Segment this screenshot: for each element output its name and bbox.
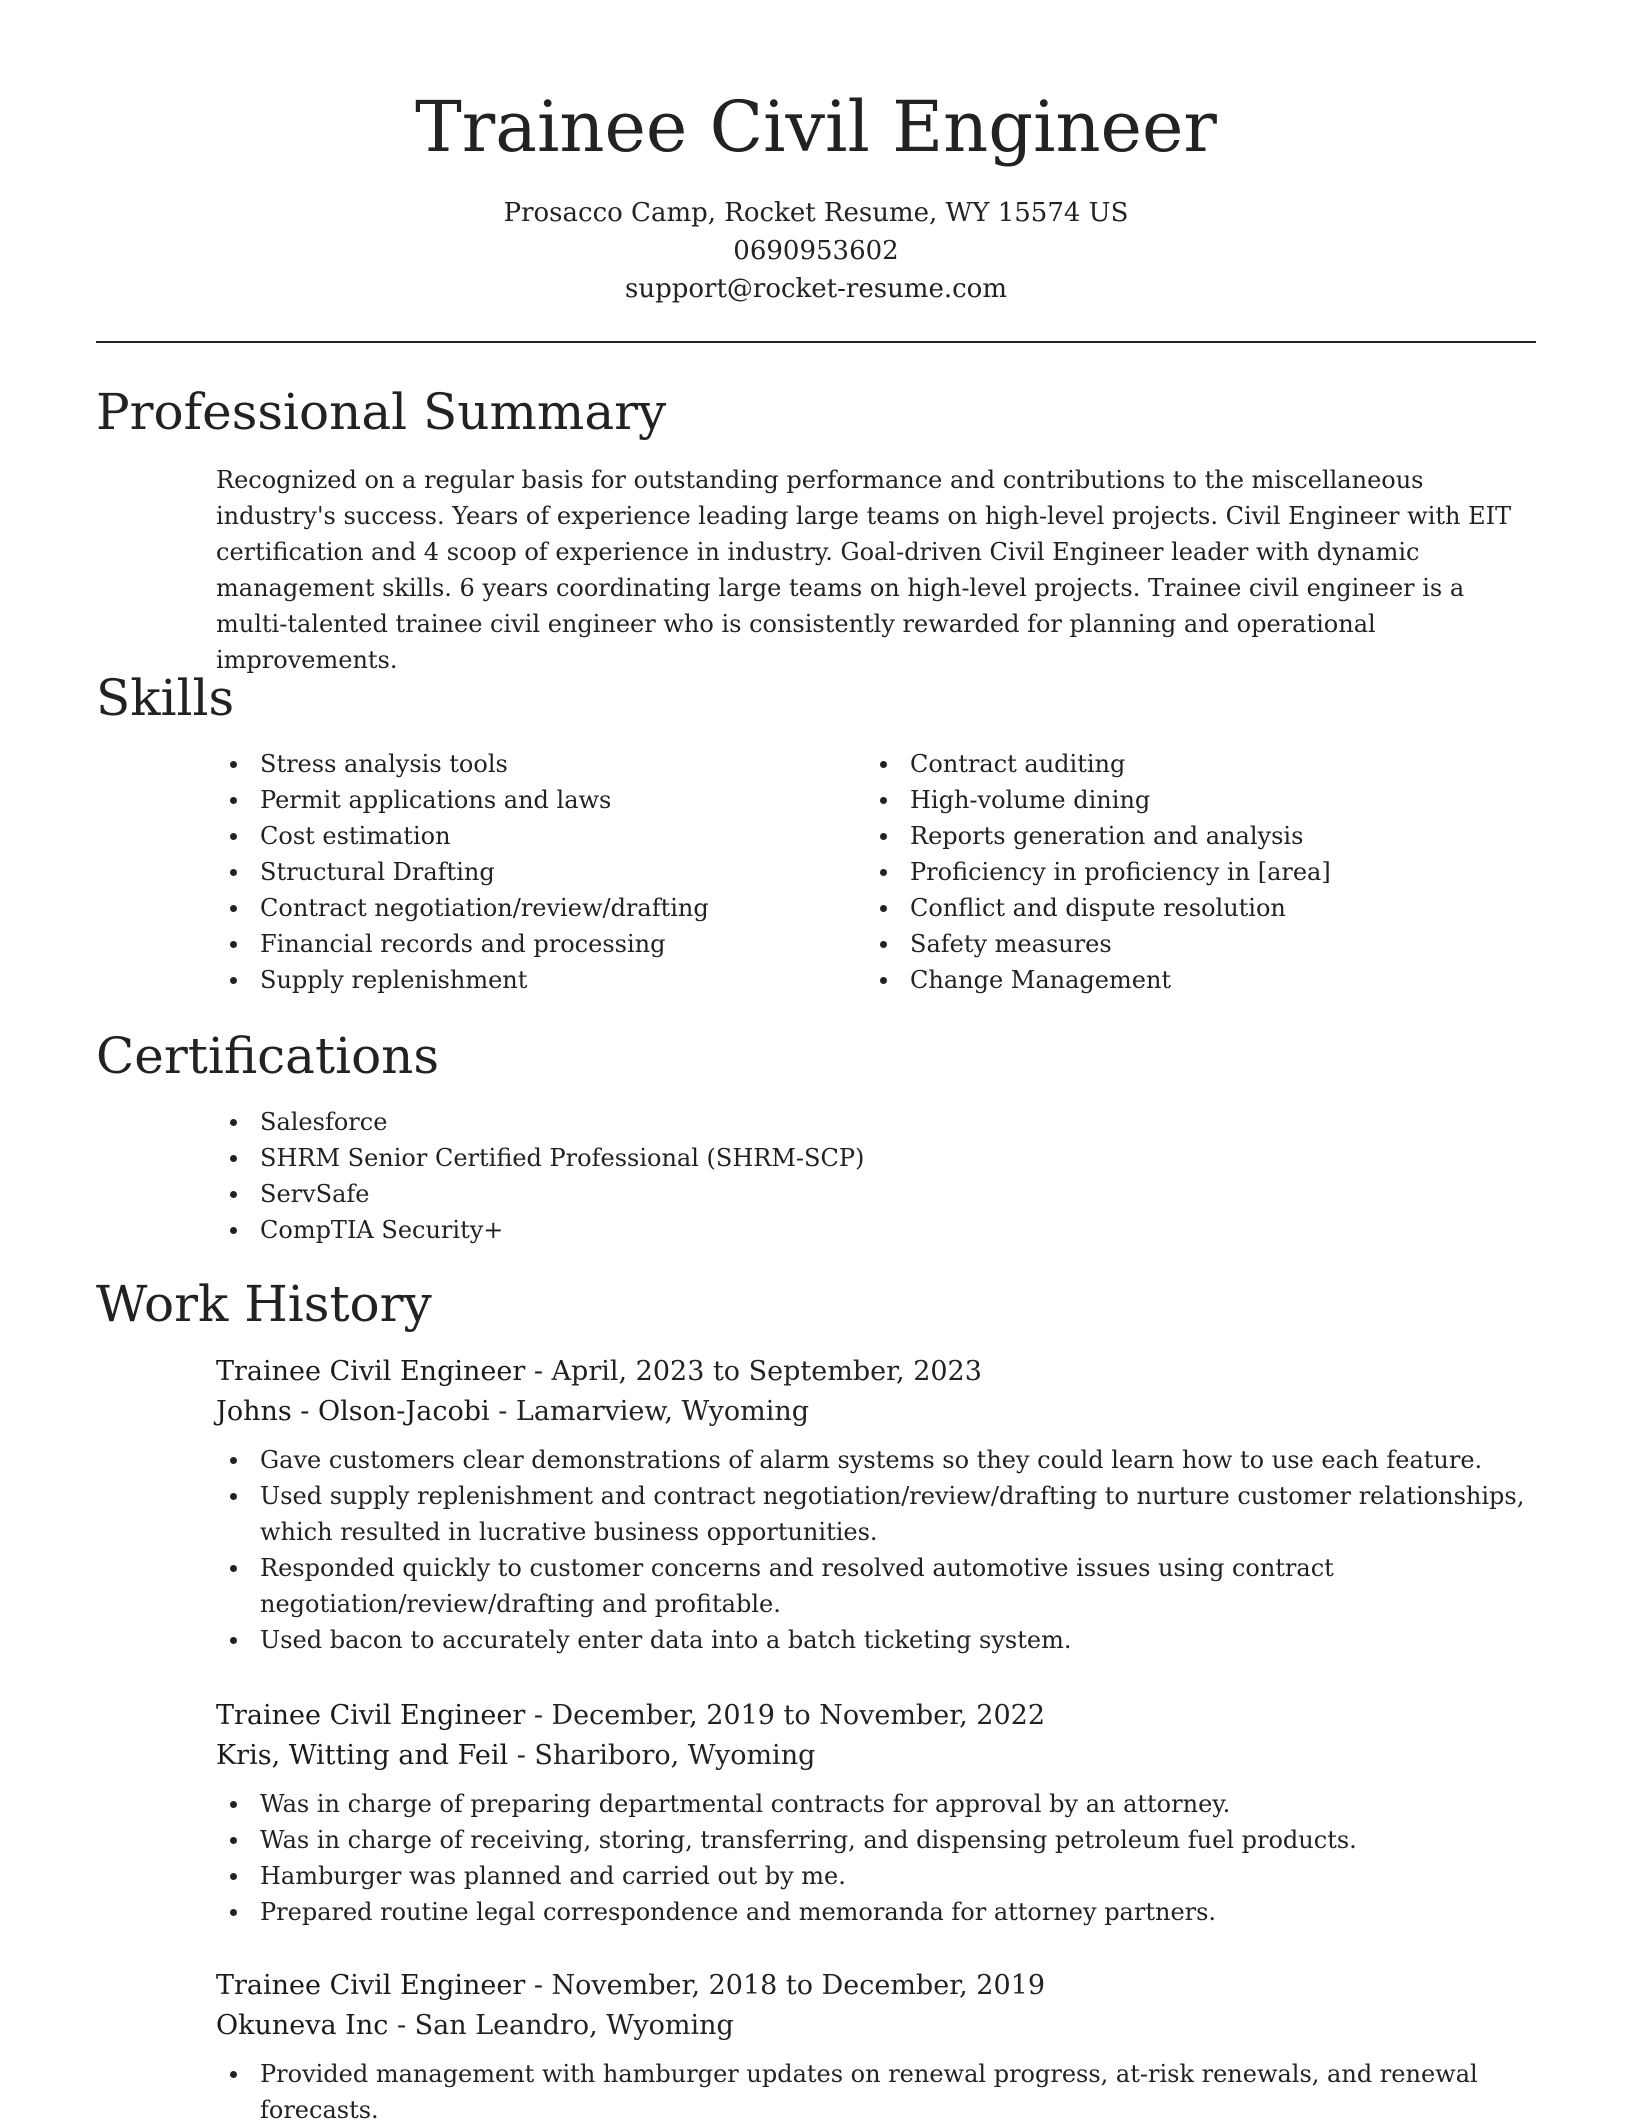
skills-heading: Skills — [96, 669, 235, 727]
job-role: Trainee Civil Engineer — [216, 1700, 526, 1731]
skills-list-right — [866, 746, 1486, 998]
work-history-heading: Work History — [96, 1275, 432, 1333]
job-dates: - November, 2018 to December, 2019 — [525, 1970, 1046, 2001]
summary-text: Recognized on a regular basis for outstanding performance and contributions to the miscellaneous industry's success. Years of experience leading large teams on high-level projects. Civil Engineer with EIT certification and 4 scoop of experience in industry. Goal-driven Civil Engineer leader with dynamic management skills. 6 years coordinating large teams on high-level projects. Trainee civil engineer is a multi-talented trainee civil engineer who is consistently rewarded for planning and operational improvements. — [216, 466, 1512, 674]
job-location: - Lamarview, Wyoming — [489, 1396, 810, 1427]
skill-item: Contract auditing — [866, 746, 1486, 782]
job-role: Trainee Civil Engineer — [216, 1970, 526, 2001]
skill-item: Conflict and dispute resolution — [866, 890, 1486, 926]
certifications-list — [216, 1104, 1536, 1248]
skill-item: Permit applications and laws — [216, 782, 836, 818]
job-entry — [216, 1966, 1536, 2128]
skills-list-left — [216, 746, 836, 998]
skill-item: Stress analysis tools — [216, 746, 836, 782]
email: support@rocket-resume.com — [624, 274, 1007, 304]
certifications-heading: Certifications — [96, 1027, 440, 1085]
contact-info — [0, 194, 1632, 308]
job-location: - San Leandro, Wyoming — [388, 2010, 734, 2041]
skill-item: High-volume dining — [866, 782, 1486, 818]
job-bullets — [216, 1442, 1536, 1658]
job-location: - Shariboro, Wyoming — [508, 1740, 816, 1771]
certification-item: CompTIA Security+ — [216, 1212, 1536, 1248]
job-role: Trainee Civil Engineer — [216, 1356, 526, 1387]
job-dates: - April, 2023 to September, 2023 — [525, 1356, 982, 1387]
job-bullet: Used bacon to accurately enter data into a batch ticketing system. — [216, 1622, 1536, 1658]
job-bullet: Prepared routine legal correspondence and memoranda for attorney partners. — [216, 1894, 1536, 1930]
address: Prosacco Camp, Rocket Resume, WY 15574 US — [503, 198, 1129, 228]
job-company-line — [216, 1392, 1536, 1432]
phone: 0690953602 — [733, 236, 899, 266]
job-bullet: Used supply replenishment and contract negotiation/review/drafting to nurture customer relationships, which resulted in lucrative business opportunities. — [216, 1478, 1536, 1550]
header-divider — [96, 341, 1536, 343]
skill-item: Safety measures — [866, 926, 1486, 962]
job-bullet: Hamburger was planned and carried out by me. — [216, 1858, 1536, 1894]
skill-item: Financial records and processing — [216, 926, 836, 962]
certification-item: ServSafe — [216, 1176, 1536, 1212]
certification-item: Salesforce — [216, 1104, 1536, 1140]
skill-item: Supply replenishment — [216, 962, 836, 998]
skill-item: Reports generation and analysis — [866, 818, 1486, 854]
job-bullet: Gave customers clear demonstrations of alarm systems so they could learn how to use each feature. — [216, 1442, 1536, 1478]
job-company: Johns - Olson-Jacobi — [216, 1396, 490, 1427]
job-entry — [216, 1696, 1536, 1930]
job-bullets — [216, 1786, 1536, 1930]
job-bullet: Was in charge of receiving, storing, transferring, and dispensing petroleum fuel products. — [216, 1822, 1536, 1858]
summary-heading: Professional Summary — [96, 383, 667, 441]
job-company: Okuneva Inc — [216, 2010, 389, 2041]
resume-header — [0, 0, 1632, 308]
certification-item: SHRM Senior Certified Professional (SHRM-SCP) — [216, 1140, 1536, 1176]
job-dates: - December, 2019 to November, 2022 — [525, 1700, 1046, 1731]
skill-item: Cost estimation — [216, 818, 836, 854]
job-company-line — [216, 2006, 1536, 2046]
job-bullet: Provided management with hamburger updates on renewal progress, at-risk renewals, and renewal forecasts. — [216, 2056, 1536, 2128]
job-bullet: Was in charge of preparing departmental contracts for approval by an attorney. — [216, 1786, 1536, 1822]
job-bullets — [216, 2056, 1536, 2128]
job-title-line — [216, 1966, 1536, 2006]
skill-item: Structural Drafting — [216, 854, 836, 890]
job-entry — [216, 1352, 1536, 1658]
job-title-line — [216, 1696, 1536, 1736]
job-title-line — [216, 1352, 1536, 1392]
candidate-name: Trainee Civil Engineer — [415, 86, 1217, 168]
skill-item: Change Management — [866, 962, 1486, 998]
skill-item: Contract negotiation/review/drafting — [216, 890, 836, 926]
job-bullet: Responded quickly to customer concerns and resolved automotive issues using contract negotiation/review/drafting and profitable. — [216, 1550, 1536, 1622]
job-company: Kris, Witting and Feil — [216, 1740, 509, 1771]
skill-item: Proficiency in proficiency in [area] — [866, 854, 1486, 890]
job-company-line — [216, 1736, 1536, 1776]
